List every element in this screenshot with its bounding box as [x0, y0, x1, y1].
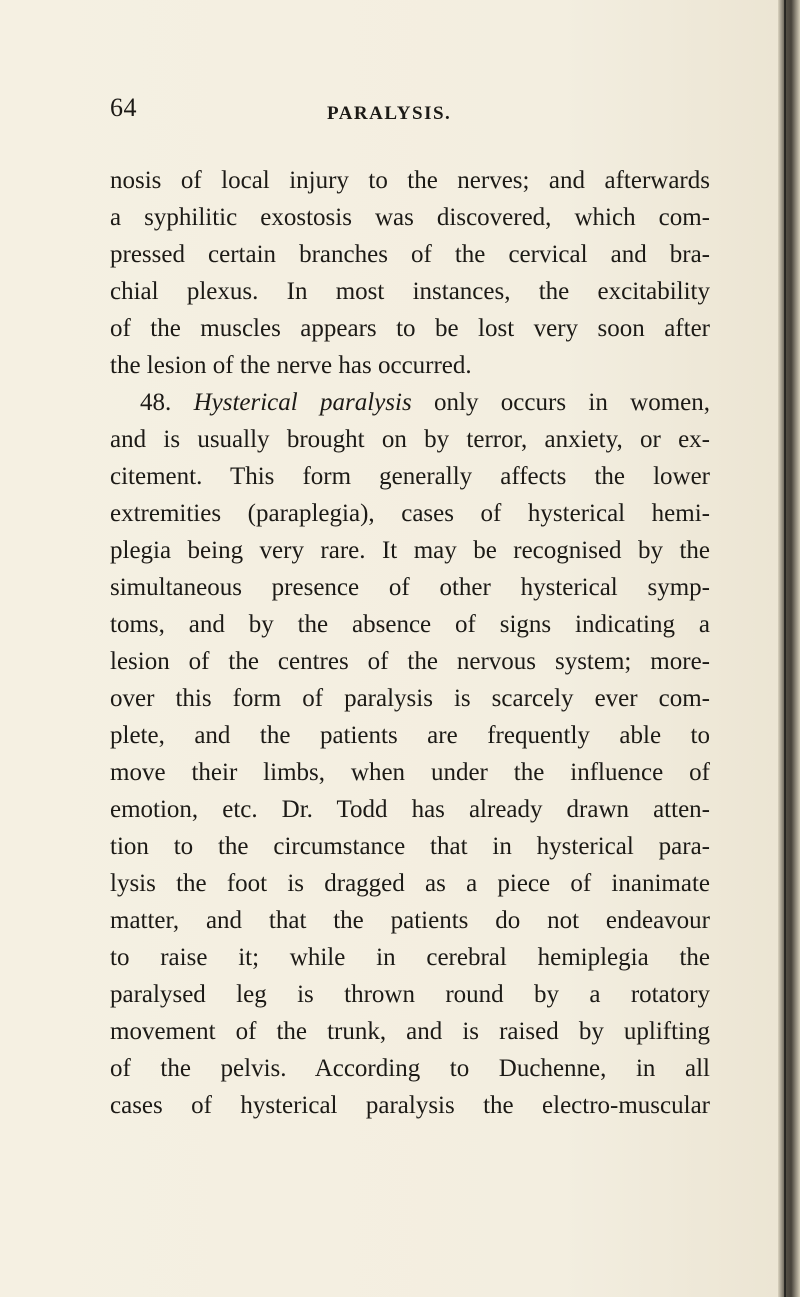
text-line: lysis the foot is dragged as a piece of inanimate [110, 870, 710, 897]
text-line: of the muscles appears to be lost very soon after [110, 315, 710, 342]
text-line: matter, and that the patients do not endeavour [110, 907, 710, 934]
text-line: lesion of the centres of the nervous system; more- [110, 648, 710, 675]
text-line: plegia being very rare. It may be recognised by the [110, 537, 710, 564]
text-line: the lesion of the nerve has occurred. [110, 352, 472, 379]
text-line: chial plexus. In most instances, the excitability [110, 278, 710, 305]
text-line: movement of the trunk, and is raised by uplifting [110, 1018, 710, 1045]
text-line: over this form of paralysis is scarcely ever com- [110, 685, 710, 712]
text-line: move their limbs, when under the influence of [110, 759, 710, 786]
text-line: of the pelvis. According to Duchenne, in all [110, 1055, 710, 1082]
text-line: cases of hysterical paralysis the electro-muscular [110, 1092, 710, 1119]
text-fragment: only occurs in women, [411, 389, 710, 416]
text-line: pressed certain branches of the cervical and bra- [110, 241, 710, 268]
italic-term: Hysterical paralysis [193, 389, 412, 416]
book-spine-shadow [778, 0, 800, 1297]
body-text [110, 162, 710, 1124]
page-header [110, 93, 710, 133]
running-head: PARALYSIS. [327, 103, 452, 124]
text-line: and is usually brought on by terror, anxiety, or ex- [110, 426, 710, 453]
text-line: nosis of local injury to the nerves; and afterwards [110, 167, 710, 194]
text-line: to raise it; while in cerebral hemiplegia the [110, 944, 710, 971]
page-number: 64 [110, 93, 137, 122]
paragraph-number: 48. [140, 389, 172, 416]
text-line: paralysed leg is thrown round by a rotatory [110, 981, 710, 1008]
text-line: a syphilitic exostosis was discovered, which com- [110, 204, 710, 231]
text-line: tion to the circumstance that in hysterical para- [110, 833, 710, 860]
text-line: toms, and by the absence of signs indicating a [110, 611, 710, 638]
text-line: citement. This form generally affects the lower [110, 463, 710, 490]
text-line: emotion, etc. Dr. Todd has already drawn atten- [110, 796, 710, 823]
text-line: plete, and the patients are frequently able to [110, 722, 710, 749]
paragraph-48-first-line [110, 384, 710, 421]
text-line: extremities (paraplegia), cases of hysterical hemi- [110, 500, 710, 527]
spine-edge-line [784, 0, 786, 1297]
text-line: simultaneous presence of other hysterical symp- [110, 574, 710, 601]
